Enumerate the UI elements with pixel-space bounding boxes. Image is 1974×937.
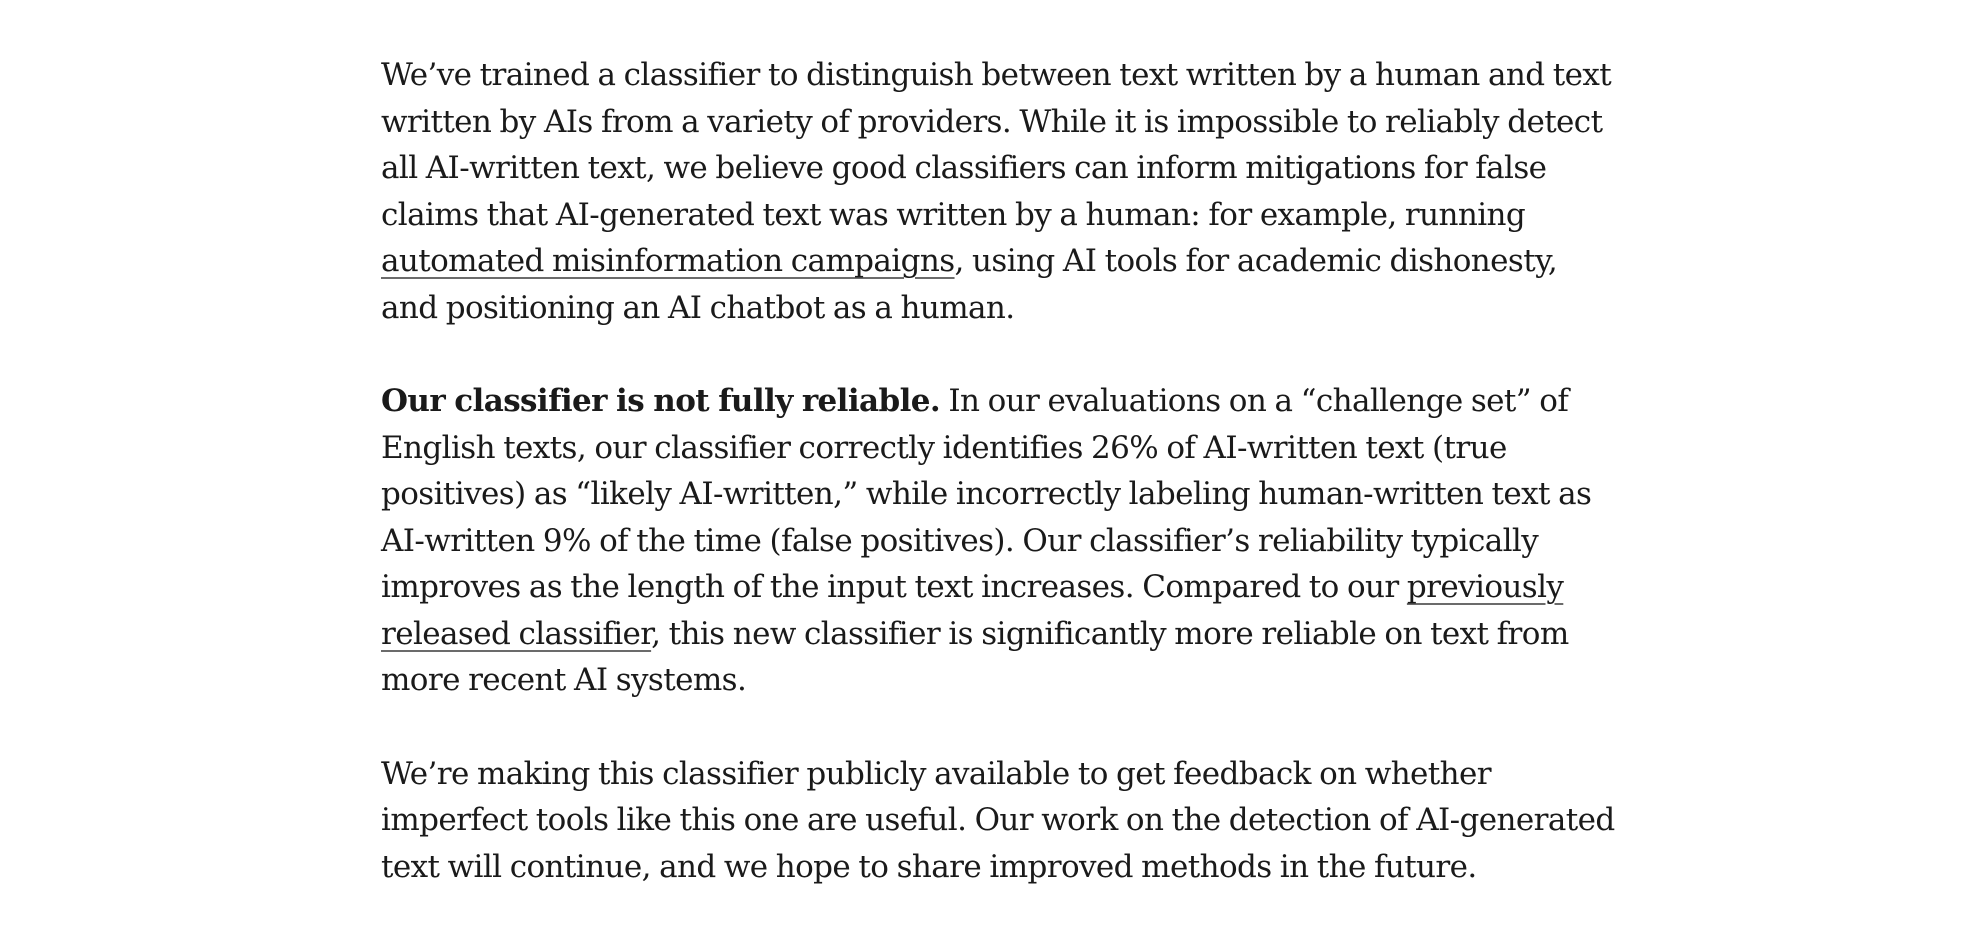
paragraph-availability — [381, 751, 1621, 891]
link-automated-misinformation-campaigns[interactable]: automated misinformation campaigns — [381, 243, 955, 279]
paragraph-reliability-text-2: , this new classifier is significantly more reliable on text from more recent AI systems. — [381, 615, 1569, 698]
reliability-heading: Our classifier is not fully reliable. — [381, 383, 941, 419]
paragraph-intro — [381, 52, 1621, 331]
paragraph-reliability-text-1: In our evaluations on a “challenge set” of English texts, our classifier correctly identifies 26% of AI-written text (true positives) as “likely AI-written,” while incorrectly labeling human-written text as AI-written 9% of the time (false positives). Our classifier’s reliability typically improves as the length of the input text increases. Compared to our — [381, 383, 1592, 605]
paragraph-reliability — [381, 378, 1621, 704]
paragraph-intro-text-2: , using AI tools for academic dishonesty, and positioning an AI chatbot as a human. — [381, 243, 1558, 326]
link-previously-released-classifier[interactable]: previously released classifier — [381, 569, 1564, 652]
article-body — [381, 52, 1621, 937]
paragraph-intro-text-1: We’ve trained a classifier to distinguish between text written by a human and text written by AIs from a variety of providers. While it is impossible to reliably detect all AI-written text, we believe good classifiers can inform mitigations for false claims that AI-generated text was written by a human: for example, running — [381, 57, 1612, 233]
paragraph-availability-text: We’re making this classifier publicly available to get feedback on whether imperfect tools like this one are useful. Our work on the detection of AI-generated text will continue, and we hope to share improved methods in the future. — [381, 755, 1615, 885]
